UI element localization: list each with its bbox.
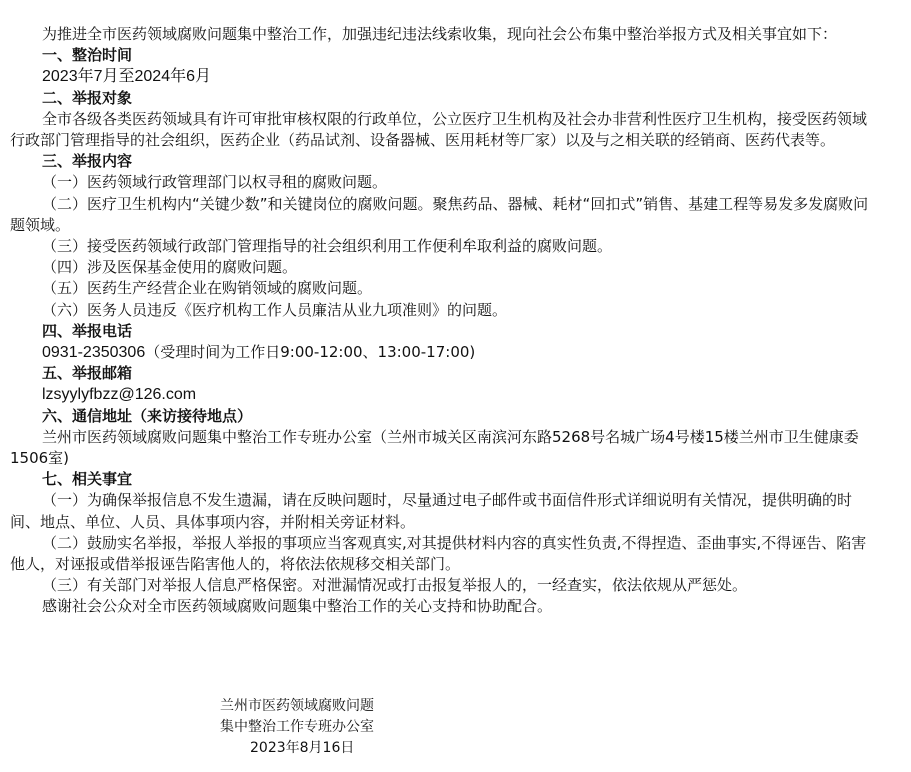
content-item: （二）医疗卫生机构内“关键少数”和关键岗位的腐败问题。聚焦药品、器械、耗材“回扣式”销售、基建工程等易发多发腐败问题领域。 xyxy=(10,194,869,234)
section-heading-email: 五、举报邮箱 xyxy=(42,364,133,383)
content-item: （三）接受医药领域行政部门管理指导的社会组织利用工作便利牟取利益的腐败问题。 xyxy=(42,237,613,256)
matters-item: （一）为确保举报信息不发生遗漏，请在反映问题时，尽量通过电子邮件或书面信件形式详细说明有关情况，提供明确的时间、地点、单位、人员、具体事项内容，并附相关旁证材料。 xyxy=(10,491,853,531)
phone-line xyxy=(10,342,878,363)
section-heading-period: 一、整治时间 xyxy=(42,46,133,65)
signature-org-line2: 集中整治工作专班办公室 xyxy=(220,719,374,735)
matters-item: （二）鼓励实名举报，举报人举报的事项应当客观真实,对其提供材料内容的真实性负责,不得捏造、歪曲事实,不得诬告、陷害他人，对诬报或借举报诬告陷害他人的，将依法依规移交相关部门。 xyxy=(10,533,867,574)
section-heading-content: 三、举报内容 xyxy=(42,152,133,171)
closing-paragraph: 感谢社会公众对全市医药领域腐败问题集中整治工作的关心支持和协助配合。 xyxy=(42,597,553,616)
address-paragraph: 兰州市医药领域腐败问题集中整治工作专班办公室（兰州市城关区南滨河东路5268号名城广场4号楼15楼兰州市卫生健康委1506室) xyxy=(10,427,859,468)
signature-date: 2023年8月16日 xyxy=(250,740,355,756)
content-item: （六）医务人员违反《医疗机构工作人员廉洁从业九项准则》的问题。 xyxy=(42,300,508,319)
section-heading-matters: 七、相关事宜 xyxy=(42,470,133,489)
signature-org-line1: 兰州市医药领域腐败问题 xyxy=(220,698,374,714)
intro-paragraph: 为推进全市医药领域腐败问题集中整治工作，加强违纪违法线索收集，现向社会公布集中整治举报方式及相关事宜如下： xyxy=(42,25,838,43)
email-address: lzsyylyfbzz@126.com xyxy=(42,386,197,404)
content-item: （五）医药生产经营企业在购销领域的腐败问题。 xyxy=(42,279,373,298)
phone-number: 0931-2350306 xyxy=(42,344,146,362)
phone-hours: （受理时间为工作日9:00-12:00、13:00-17:00) xyxy=(145,343,476,362)
content-item: （四）涉及医保基金使用的腐败问题。 xyxy=(42,258,298,277)
period-text: 2023年7月至2024年6月 xyxy=(42,68,211,86)
section-heading-targets: 二、举报对象 xyxy=(42,88,133,107)
notice-document xyxy=(10,24,878,618)
content-item: （一）医药领域行政管理部门以权寻租的腐败问题。 xyxy=(42,173,388,192)
section-heading-address: 六、通信地址（来访接待地点） xyxy=(42,406,253,425)
section-heading-phone: 四、举报电话 xyxy=(42,321,133,340)
targets-paragraph: 全市各级各类医药领域具有许可审批审核权限的行政单位，公立医疗卫生机构及社会办非营利性医疗卫生机构，接受医药领域行政部门管理指导的社会组织，医药企业（药品试剂、设备器械、医用耗材等厂家）以及与之相关联的经销商、医药代表等。 xyxy=(10,109,868,150)
matters-item: （三）有关部门对举报人信息严格保密。对泄漏情况或打击报复举报人的，一经查实，依法依规从严惩处。 xyxy=(42,576,748,595)
